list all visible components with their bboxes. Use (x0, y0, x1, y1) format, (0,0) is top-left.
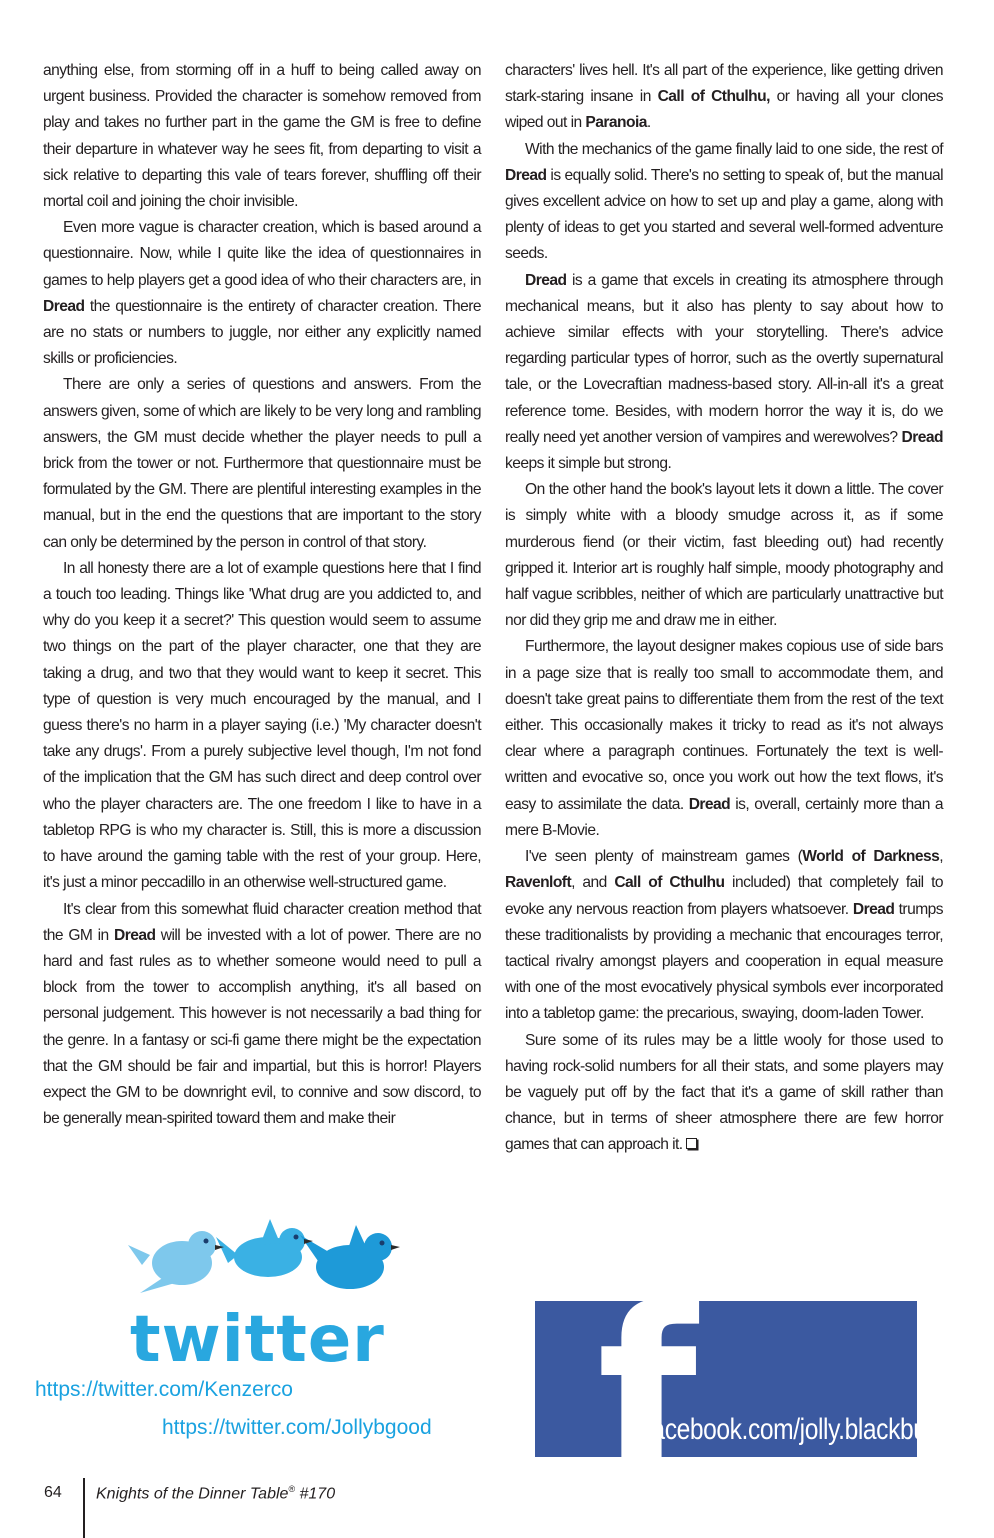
page-number: 64 (44, 1484, 62, 1501)
end-mark-icon (686, 1138, 697, 1149)
facebook-url: facebook.com/jolly.blackburn (645, 1413, 948, 1446)
paragraph: In all honesty there are a lot of example questions here that I find a touch too leading. Things like 'What drug are you addicted to, and why do you keep it a secret?' This question would seem to assume two things on the part of the player character, one that they are taking a drug, and two that they would want to keep it secret. This type of question is very much encouraged by the manual, and I guess there's no harm in a player saying (i.e.) 'My character doesn't take any drugs'. From a purely subjective level though, I'm not fond of the implication that the GM has such direct and deep control over who the player characters are. The one freedom I like to have in a tabletop RPG is who my character is. Still, this is more a discussion to have around the gaming table with the rest of your group. Here, it's just a minor peccadillo in an otherwise well-structured game. (43, 559, 481, 892)
paragraph: It's clear from this somewhat fluid character creation method that the GM in Dread will be invested with a lot of power. There are no hard and fast rules as to whether someone would need to pull a block from the tower to accomplish anything, it's all based on personal judgement. This however is not necessarily a bad thing for the genre. In a fantasy or sci-fi game there might be the expectation that the GM should be fair and impartial, but this is horror! Players expect the GM to be downright evil, to connive and sow discord, to be generally mean-spirited toward them and make their (43, 900, 481, 1128)
paragraph: anything else, from storming off in a huff to being called away on urgent business. Provided the character is somehow removed from play and takes no further part in the game the GM is free to define their departure in whatever way he sees fit, from departing to visit a sick relative to departing this vale of tears forever, shuffling off their mortal coil and joining the choir invisible. (43, 62, 481, 211)
facebook-icon: f (597, 1260, 698, 1527)
game-title: Dread (852, 900, 895, 918)
game-title: Paranoia (585, 114, 647, 132)
paragraph: With the mechanics of the game finally laid to one side, the rest of Dread is equally solid. There's no setting to speak of, but the manual gives excellent advice on how to set up and play a game, along with plenty of ideas to get you started and several well-formed adventure seeds. (505, 140, 943, 263)
game-title: Dread (114, 926, 156, 944)
game-title: Call of Cthulhu, (657, 88, 770, 106)
paragraph: characters' lives hell. It's all part of the experience, like getting driven stark-staring insane in Call of Cthulhu, or having all your clones wiped out in Paranoia. (505, 62, 943, 132)
game-title: Dread (525, 271, 567, 289)
publication-title: Knights of the Dinner Table® #170 (96, 1484, 336, 1503)
twitter-link-kenzerco[interactable]: https://twitter.com/Kenzerco (35, 1378, 293, 1401)
paragraph: There are only a series of questions and answers. From the answers given, some of which are likely to be very long and rambling answers, the GM must decide whether the player needs to pull a brick from the tower or not. Furthermore that questionnaire must be formulated by the GM. There are plentiful interesting examples in the manual, but in the end the questions that are important to the story can only be determined by the person in control of that story. (43, 376, 481, 551)
game-title: Call of Cthulhu (614, 874, 725, 892)
game-title: Dread (505, 166, 547, 184)
paragraph: I've seen plenty of mainstream games (World of Darkness, Ravenloft, and Call of Cthulhu included) that completely fail to evoke any nervous reaction from players whatsoever. Dread trumps these traditionalists by providing a mechanic that encourages terror, tactical rivalry amongst players and cooperation in equal measure with one of the most evocatively physical symbols ever incorporated into a tabletop game: the precarious, swaying, doom-laden Tower. (505, 848, 943, 1023)
game-title: World of Darkness (802, 848, 940, 866)
game-title: Dread (43, 297, 85, 315)
twitter-link-jollybgood[interactable]: https://twitter.com/Jollybgood (162, 1416, 432, 1439)
paragraph: Furthermore, the layout designer makes copious use of side bars in a page size that is really too small to accommodate them, and doesn't take great pains to differentiate them from the rest of the text either. This occasionally makes it tricky to read as it's not always clear where a paragraph continues. Fortunately the text is well-written and evocative so, once you work out how the text flows, it's easy to assimilate the data. Dread is, overall, certainly more than a mere B-Movie. (505, 638, 943, 839)
game-title: Dread (901, 428, 943, 446)
article-column-left (43, 58, 481, 1132)
paragraph: Even more vague is character creation, which is based around a questionnaire. Now, while I quite like the idea of questionnaires in games to help players get a good idea of who their characters are, in Dread the questionnaire is the entirety of character creation. There are no stats or numbers to juggle, nor either any explicitly named skills or proficiencies. (43, 219, 481, 368)
paragraph: Dread is a game that excels in creating its atmosphere through mechanical means, but it also has plenty to say about how to achieve similar effects with your storytelling. There's advice regarding particular types of horror, such as the overtly supernatural tale, or the Lovecraftian madness-based story. All-in-all it's a great reference tome. Besides, with modern horror the way it is, do we really need yet another version of vampires and werewolves? Dread keeps it simple but strong. (505, 271, 943, 473)
paragraph: Sure some of its rules may be a little wooly for those used to having rock-solid numbers for all their stats, and some players may be vaguely put off by the fact that it's a game of skill rather than chance, but in terms of sheer atmosphere there are few horror games that can approach it. (505, 1031, 943, 1154)
footer-divider (83, 1478, 85, 1538)
game-title: Dread (688, 795, 731, 813)
paragraph: On the other hand the book's layout lets it down a little. The cover is simply white with a bloody smudge across it, as if some murderous fiend (or their victim, fast bleeding out) had recently gripped it. Interior art is roughly half simple, moody photography and half vague scribbles, neither of which are particularly unattractive but nor did they grip me and draw me in either. (505, 481, 943, 630)
twitter-wordmark: twitter (130, 1303, 385, 1377)
game-title: Ravenloft (505, 874, 572, 892)
facebook-banner[interactable] (535, 1260, 948, 1527)
article-column-right (505, 58, 943, 1159)
